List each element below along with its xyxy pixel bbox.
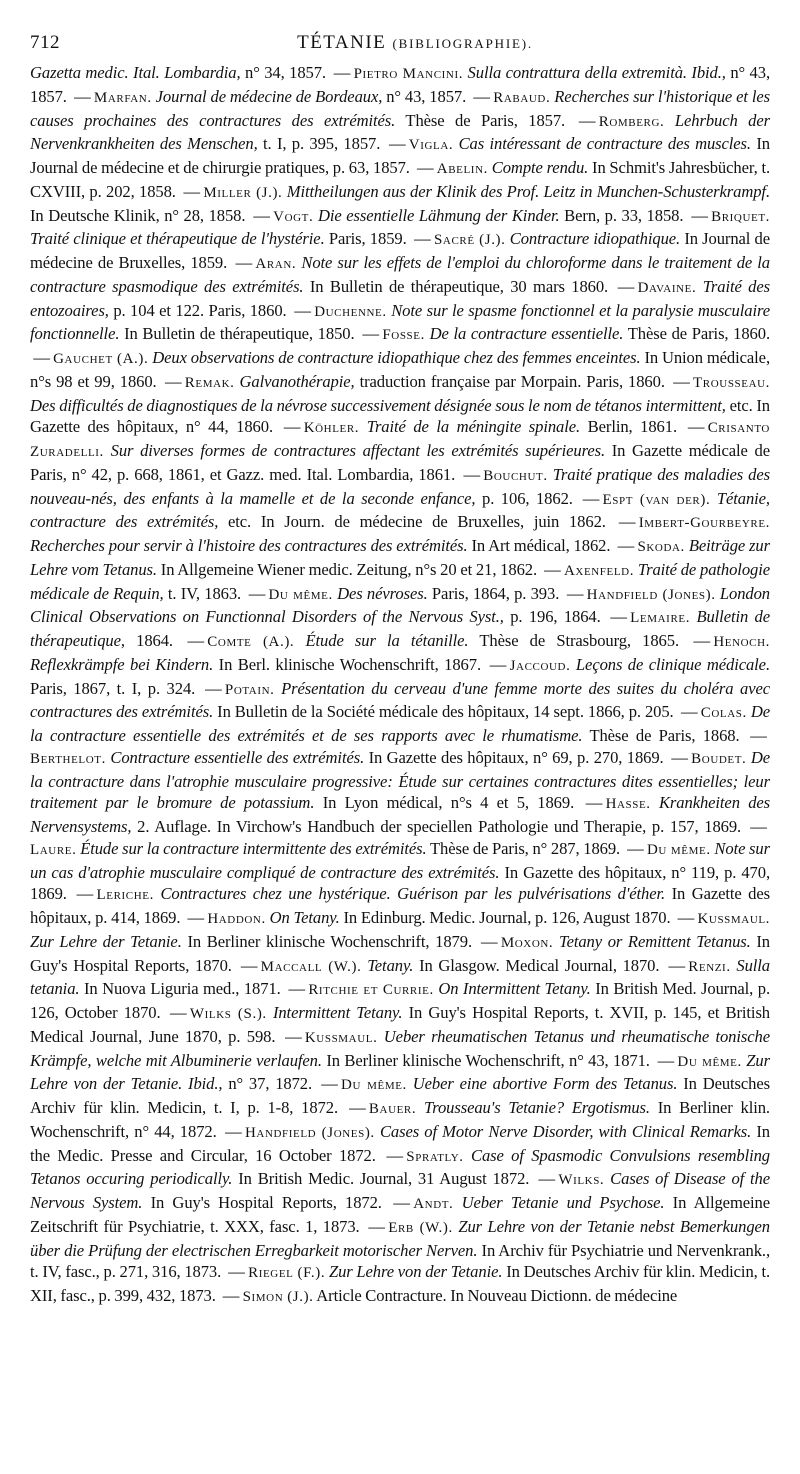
entry-title: Journal de médecine de Bordeaux, xyxy=(155,86,383,106)
entry-source: n° 37, 1872. xyxy=(228,1074,313,1094)
entry-author: Du même. xyxy=(646,841,711,858)
entry-source: Thèse de Paris, 1860. xyxy=(627,324,771,344)
entry-separator: — xyxy=(74,86,91,106)
entry-separator: — xyxy=(187,908,204,927)
entry-title: Die essentielle Lähmung der Kinder. xyxy=(317,205,560,225)
entry-source: p. 196, 1864. xyxy=(510,607,601,627)
entry-author: Remak. xyxy=(184,374,235,391)
entry-author: Henoch. xyxy=(713,634,770,650)
entry-separator: — xyxy=(687,417,705,437)
entry-title: Sulla tetania. xyxy=(30,955,770,999)
entry-title: Recherches sur l'historique et les causes prochaines des contractures des extrémités. xyxy=(30,86,770,130)
entry-title: On Intermittent Tetany. xyxy=(438,979,591,999)
entry-source: In Bulletin de thérapeutique, 30 mars 1860. xyxy=(309,276,609,296)
entry-author: Du même. xyxy=(677,1053,742,1070)
bibliography-text xyxy=(30,62,770,1309)
entry-author: Ritchie et Currie. xyxy=(308,982,434,999)
entry-source: t. IV, 1863. xyxy=(167,583,242,603)
entry-author: Bauer. xyxy=(368,1101,417,1117)
entry-separator: — xyxy=(617,536,635,555)
entry-author: Berthelot. xyxy=(30,750,106,767)
entry-separator: — xyxy=(544,559,561,579)
entry-author: Davaine. xyxy=(637,279,697,296)
entry-title: Traité des entozoaires, xyxy=(30,276,770,320)
entry-title: Traité pratique des maladies des nouveau-nés, des enfants à la mamelle et de la seconde enfance, xyxy=(30,464,770,508)
bibliography-entry xyxy=(184,908,674,927)
entry-separator: — xyxy=(76,884,94,904)
page-number: 712 xyxy=(30,32,60,53)
entry-separator: — xyxy=(693,631,711,650)
entry-title: Zur Lehre von der Tetanie. xyxy=(328,1262,503,1282)
entry-separator: — xyxy=(388,134,406,154)
entry-separator: — xyxy=(253,205,270,225)
entry-source: Thèse de Strasbourg, 1865. xyxy=(479,631,679,650)
entry-source: In Guy's Hospital Reports, t. XVII, p. 145, et British Medical Journal, June 1870, p. 598. xyxy=(30,1003,771,1046)
entry-source: In Bulletin de thérapeutique, 1850. xyxy=(124,324,355,344)
entry-source: In Gazette des hôpitaux, n° 69, p. 270, 1869. xyxy=(368,747,664,767)
entry-title: Étude sur la contracture intermittente des extrémités. xyxy=(80,838,427,858)
entry-title: Leçons de clinique médicale. xyxy=(575,654,770,674)
entry-source: In Journal de médecine de Bruxelles, 1859. xyxy=(30,229,770,272)
entry-author: Spratly. xyxy=(406,1148,464,1165)
entry-source: In British Medic. Journal, 31 August 1872. xyxy=(238,1169,530,1189)
entry-source: n° 43, 1857. xyxy=(386,86,467,106)
entry-separator: — xyxy=(164,371,182,391)
entry-author: Lemaire. xyxy=(630,610,691,627)
entry-separator: — xyxy=(222,1286,240,1305)
entry-source: In Gazette des hôpitaux, n° 119, p. 470, 1869. xyxy=(30,862,770,904)
entry-author: Crisanto Zuradelli. xyxy=(30,420,770,460)
page-header xyxy=(30,26,770,60)
entry-separator: — xyxy=(657,1050,675,1070)
entry-source: Bern, p. 33, 1858. xyxy=(564,205,684,225)
entry-source: In Gazette des hôpitaux, p. 414, 1869. xyxy=(30,884,771,927)
entry-source: In Deutsches Archiv für klin. Medicin, t. XII, fasc., p. 399, 432, 1873. xyxy=(30,1262,771,1305)
entry-title: Contracture idiopathique. xyxy=(509,229,681,249)
entry-separator: — xyxy=(33,348,50,367)
entry-source: In Deutsche Klinik, n° 28, 1858. xyxy=(30,205,246,225)
entry-source: In Lyon médical, n°s 4 et 5, 1869. xyxy=(322,793,575,813)
entry-separator: — xyxy=(205,678,222,698)
entry-title: Deux observations de contracture idiopathique chez des femmes enceintes. xyxy=(152,348,641,367)
entry-author: Handfield (Jones). xyxy=(586,586,716,603)
entry-source: In Art médical, 1862. xyxy=(471,536,611,555)
entry-author: Pietro Mancini. xyxy=(353,66,464,82)
entry-source: Thèse de Paris, 1857. xyxy=(405,110,566,130)
entry-separator: — xyxy=(416,158,434,177)
entry-source: In Schmit's Jahresbücher, t. CXVIII, p. 202, 1858. xyxy=(30,158,771,201)
entry-author: Trousseau. xyxy=(693,374,771,391)
entry-author: Comte (A.). xyxy=(207,634,295,650)
entry-author: Handfield (Jones). xyxy=(244,1124,375,1141)
entry-author: Potain. xyxy=(224,681,275,698)
entry-separator: — xyxy=(187,631,204,650)
entry-title: Zur Lehre der Tetanie. xyxy=(30,931,182,951)
entry-source: Paris, 1859. xyxy=(328,229,407,249)
entry-separator: — xyxy=(481,931,498,951)
entry-separator: — xyxy=(578,110,596,130)
entry-title: Galvanothérapie, xyxy=(239,371,355,391)
entry-title: De la contracture essentielle des extrémités et de ses rapports avec le rhumatisme. xyxy=(30,702,771,745)
entry-separator: — xyxy=(610,607,627,627)
entry-separator: — xyxy=(285,1026,302,1046)
entry-source: traduction française par Morpain. Paris, 1860. xyxy=(359,371,665,391)
entry-author: Miller (J.). xyxy=(203,184,283,201)
entry-separator: — xyxy=(248,583,266,603)
entry-title: Présentation du cerveau d'une femme morte des suites du choléra avec contractures des extrémités. xyxy=(30,678,770,722)
bibliography-entry xyxy=(71,87,470,106)
entry-title: Tétanie, contracture des extrémités, xyxy=(30,488,770,532)
bibliography-entry xyxy=(30,63,330,82)
entry-author: Imbert-Gourbeyre. xyxy=(638,515,770,532)
entry-title: Sulla contrattura della extremità. Ibid., xyxy=(467,63,726,82)
entry-author: Köhler. xyxy=(303,420,360,437)
entry-source: In Guy's Hospital Reports, 1870. xyxy=(30,931,770,975)
entry-author: Hasse. xyxy=(605,796,651,813)
entry-title: Krankheiten des Nervensystems, xyxy=(30,793,771,836)
entry-author: Sacré (J.). xyxy=(433,232,506,249)
entry-separator: — xyxy=(183,181,201,201)
entry-source: 1864. xyxy=(136,631,173,650)
entry-source: In Nuova Liguria med., 1871. xyxy=(83,979,281,999)
entry-author: Jaccoud. xyxy=(509,657,571,674)
entry-separator: — xyxy=(750,817,767,836)
entry-author: Duchenne. xyxy=(314,303,387,320)
entry-source: Thèse de Paris, 1868. xyxy=(589,726,740,745)
entry-source: In Berliner klinische Wochenschrift, 1879. xyxy=(187,931,472,951)
running-head-title: TÉTANIE xyxy=(297,32,387,53)
entry-title: Tetany. xyxy=(367,955,414,975)
bibliography-entry xyxy=(245,584,563,603)
bibliography-entry xyxy=(359,324,770,343)
entry-title: Des névroses. xyxy=(337,583,428,603)
entry-author: Kussmaul. xyxy=(304,1029,378,1046)
entry-separator: — xyxy=(228,1262,245,1282)
entry-separator: — xyxy=(668,955,685,975)
entry-title: Gazetta medic. Ital. Lombardia, xyxy=(30,63,241,82)
bibliography-entry xyxy=(238,956,666,975)
entry-separator: — xyxy=(414,229,431,249)
entry-separator: — xyxy=(294,300,311,320)
entry-author: Aran. xyxy=(255,256,297,272)
entry-author: Wilks (S.). xyxy=(189,1006,267,1022)
entry-title: De la contracture essentielle. xyxy=(429,324,624,344)
entry-source: etc. In Journ. de médecine de Bruxelles, juin 1862. xyxy=(228,512,606,532)
entry-author: Gauchet (A.). xyxy=(53,351,149,367)
entry-author: Bouchut. xyxy=(483,467,548,484)
entry-title: Case of Spasmodic Convulsions resembling Tetanos occuring periodically. xyxy=(30,1145,770,1189)
entry-author: Vigla. xyxy=(408,137,454,154)
entry-separator: — xyxy=(368,1216,385,1236)
entry-separator: — xyxy=(489,654,507,674)
entry-author: Briquet. xyxy=(711,208,771,225)
entry-title: Intermittent Tetany. xyxy=(272,1003,403,1022)
running-head-subtitle: (BIBLIOGRAPHIE). xyxy=(392,36,533,51)
entry-title: Note sur les effets de l'emploi du chloroforme dans le traitement de la contracture spasmodique des extrémités. xyxy=(30,253,770,296)
entry-separator: — xyxy=(235,253,253,272)
entry-separator: — xyxy=(585,793,603,813)
entry-title: Compte rendu. xyxy=(491,158,589,177)
entry-author: Simon (J.). xyxy=(242,1289,314,1305)
entry-separator: — xyxy=(566,583,584,603)
entry-author: Colas. xyxy=(700,705,747,722)
entry-title: Contracture essentielle des extrémités. xyxy=(110,747,365,767)
entry-separator: — xyxy=(349,1098,366,1117)
entry-author: Boudet. xyxy=(691,750,747,767)
entry-title: Recherches pour servir à l'histoire des contractures des extrémités. xyxy=(30,536,468,555)
entry-author: Du même. xyxy=(268,586,333,603)
entry-separator: — xyxy=(691,205,708,225)
entry-source: Paris, 1867, t. I, p. 324. xyxy=(30,678,196,698)
bibliography-entry xyxy=(184,631,690,650)
entry-title: Ueber Tetanie und Psychose. xyxy=(461,1193,665,1212)
entry-source: In Bulletin de la Société médicale des hôpitaux, 14 sept. 1866, p. 205. xyxy=(217,702,674,722)
entry-source: t. I, p. 395, 1857. xyxy=(263,134,381,154)
entry-source: Paris, 1864, p. 393. xyxy=(431,583,560,603)
entry-title: Des difficultés de diagnostiques de la névrose successivement désignée sous le nom de tétanos intermittent, xyxy=(30,395,726,415)
entry-author: Maccall (W.). xyxy=(260,958,362,975)
entry-author: Vogt. xyxy=(273,208,314,225)
entry-title: Tetany or Remittent Tetanus. xyxy=(558,931,751,951)
entry-source: In Archiv für Psychiatrie und Nervenkrank., t. IV, fasc., p. 271, 316, 1873. xyxy=(30,1240,771,1282)
entry-source: In Edinburg. Medic. Journal, p. 126, August 1870. xyxy=(343,908,671,927)
entry-separator: — xyxy=(680,702,698,722)
entry-separator: — xyxy=(170,1003,187,1022)
running-head xyxy=(30,26,770,61)
entry-title: Cases of Motor Nerve Disorder, with Clinical Remarks. xyxy=(379,1121,752,1141)
entry-title: On Tetany. xyxy=(269,908,340,927)
entry-title: Bulletin de thérapeutique, xyxy=(30,607,770,650)
entry-source: etc. In Gazette des hôpitaux, n° 44, 1860. xyxy=(30,395,770,437)
entry-title: London Clinical Observations on Functionnal Disorders of the Nervous Syst., xyxy=(30,583,771,627)
entry-separator: — xyxy=(333,63,351,82)
entry-separator: — xyxy=(618,512,636,532)
entry-separator: — xyxy=(225,1121,242,1141)
entry-source: Article Contracture. In Nouveau Dictionn. de médecine xyxy=(316,1286,678,1305)
entry-separator: — xyxy=(538,1169,556,1189)
entry-author: Kussmaul. xyxy=(697,911,771,927)
entry-source: In Journal de médecine et de chirurgie pratiques, p. 63, 1857. xyxy=(30,134,770,177)
entry-title: Zur Lehre von der Tetanie. Ibid., xyxy=(30,1050,770,1094)
entry-author: Abelin. xyxy=(436,161,488,177)
entry-title: Cases of Disease of the Nervous System. xyxy=(30,1169,770,1212)
entry-title: Ueber eine abortive Form des Tetanus. xyxy=(412,1074,678,1094)
entry-source: In Deutsches Archiv für klin. Medicin, t. I, p. 1-8, 1872. xyxy=(30,1074,771,1117)
entry-separator: — xyxy=(627,838,644,858)
entry-author: Rabaud. xyxy=(493,89,551,106)
entry-source: In Berl. klinische Wochenschrift, 1867. xyxy=(218,654,482,674)
bibliography-entry xyxy=(219,1286,677,1305)
entry-separator: — xyxy=(362,324,380,344)
entry-source: p. 104 et 122. Paris, 1860. xyxy=(113,300,287,320)
bibliography-entry xyxy=(162,372,670,391)
entry-author: Andt. xyxy=(413,1196,454,1212)
entry-title: Lehrbuch der Nervenkrankheiten des Menschen, xyxy=(30,110,771,154)
entry-title: Traité de pathologie médicale de Requin, xyxy=(30,559,770,603)
entry-title: Zur Lehre von der Tetanie nebst Bemerkungen über die Prüfung der electrischen Erregbarkeit motorischer Nerven. xyxy=(30,1216,770,1260)
entry-separator: — xyxy=(393,1193,410,1212)
entry-source: In Allgemeine Wiener medic. Zeitung, n°s 20 et 21, 1862. xyxy=(160,559,538,579)
entry-source: In the Medic. Presse and Circular, 16 October 1872. xyxy=(30,1121,770,1165)
entry-author: Renzi. xyxy=(688,958,731,975)
entry-separator: — xyxy=(673,371,690,391)
entry-author: Espt (van der). xyxy=(602,491,711,508)
entry-source: In Berliner klin. Wochenschrift, n° 44, 1872. xyxy=(30,1098,770,1141)
entry-source: In Guy's Hospital Reports, 1872. xyxy=(150,1193,382,1212)
entry-author: Axenfeld. xyxy=(563,562,635,579)
entry-title: Beiträge zur Lehre vom Tetanus. xyxy=(30,536,770,579)
entry-separator: — xyxy=(321,1074,338,1094)
entry-separator: — xyxy=(386,1145,403,1165)
entry-source: n° 43, 1857. xyxy=(30,63,770,106)
entry-source: n° 34, 1857. xyxy=(245,63,326,82)
entry-source: In Berliner klinische Wochenschrift, n° 43, 1871. xyxy=(326,1050,650,1070)
entry-title: Mittheilungen aus der Klinik des Prof. Leitz in Munchen-Schusterkrampf. xyxy=(286,181,770,201)
entry-title: Note sur le spasme fonctionnel et la paralysie musculaire fonctionnelle. xyxy=(30,300,770,344)
entry-title: Note sur un cas d'atrophie musculaire compliqué de contracture des extrémités. xyxy=(30,838,770,882)
entry-title: Traité clinique et thérapeutique de l'hystérie. xyxy=(30,229,325,249)
bibliography-entry xyxy=(250,206,688,225)
entry-source: Thèse de Paris, n° 287, 1869. xyxy=(429,838,621,858)
entry-separator: — xyxy=(240,955,258,975)
entry-author: Haddon. xyxy=(207,911,266,927)
entry-title: Étude sur la tétanille. xyxy=(305,631,469,650)
entry-title: Contractures chez une hystérique. Guérison par les pulvérisations d'éther. xyxy=(160,884,666,904)
entry-separator: — xyxy=(750,726,767,745)
entry-separator: — xyxy=(677,908,695,927)
entry-source: In Allgemeine Zeitschrift für Psychiatrie, t. XXX, fasc. 1, 1873. xyxy=(30,1193,770,1236)
entry-author: Fosse. xyxy=(382,327,425,344)
entry-title: Cas intéressant de contracture des muscles. xyxy=(458,134,751,154)
entry-source: In British Med. Journal, p. 126, October 1870. xyxy=(30,979,770,1022)
entry-title: Trousseau's Tetanie? Ergotismus. xyxy=(424,1098,650,1117)
entry-author: Wilks. xyxy=(558,1172,605,1189)
entry-source: In Union médicale, n°s 98 et 99, 1860. xyxy=(30,348,770,391)
entry-author: Marfan. xyxy=(93,89,152,106)
entry-author: Romberg. xyxy=(598,113,665,130)
entry-author: Du même. xyxy=(341,1077,407,1094)
entry-separator: — xyxy=(283,417,301,437)
entry-author: Leriche. xyxy=(96,887,154,904)
entry-title: Sur diverses formes de contractures affectant les extrémités supérieures. xyxy=(110,441,605,460)
entry-separator: — xyxy=(617,276,635,296)
entry-source: In Glasgow. Medical Journal, 1870. xyxy=(419,955,660,975)
entry-source: Berlin, 1861. xyxy=(587,417,677,437)
entry-source: 2. Auflage. In Virchow's Handbuch der speciellen Pathologie und Therapie, p. 157, 1869. xyxy=(137,817,742,836)
entry-source: p. 106, 1862. xyxy=(482,488,573,508)
entry-separator: — xyxy=(473,86,490,106)
entry-separator: — xyxy=(288,979,306,999)
entry-separator: — xyxy=(463,464,480,484)
bibliography-entry xyxy=(281,417,685,436)
entry-title: Traité de la méningite spinale. xyxy=(366,417,581,437)
entry-author: Riegel (F.). xyxy=(248,1265,326,1282)
entry-title: De la contracture dans l'atrophie musculaire progressive: Étude sur certaines contractures dites essentielles; leur traitement par le bromure de potassium. xyxy=(30,747,770,813)
entry-author: Skoda. xyxy=(637,539,685,555)
entry-separator: — xyxy=(671,747,688,767)
entry-author: Erb (W.). xyxy=(388,1219,453,1236)
entry-author: Laure. xyxy=(30,841,77,858)
entry-separator: — xyxy=(582,488,600,508)
entry-author: Moxon. xyxy=(500,934,554,951)
entry-title: Reflexkrämpfe bei Kindern. xyxy=(30,654,214,674)
entry-title: Ueber rheumatischen Tetanus und rheumatische tonische Krämpfe, welche mit Albuminerie verlaufen. xyxy=(30,1026,770,1070)
entry-source: In Gazette médicale de Paris, n° 42, p. 668, 1861, et Gazz. med. Ital. Lombardia, 1861. xyxy=(30,441,770,484)
